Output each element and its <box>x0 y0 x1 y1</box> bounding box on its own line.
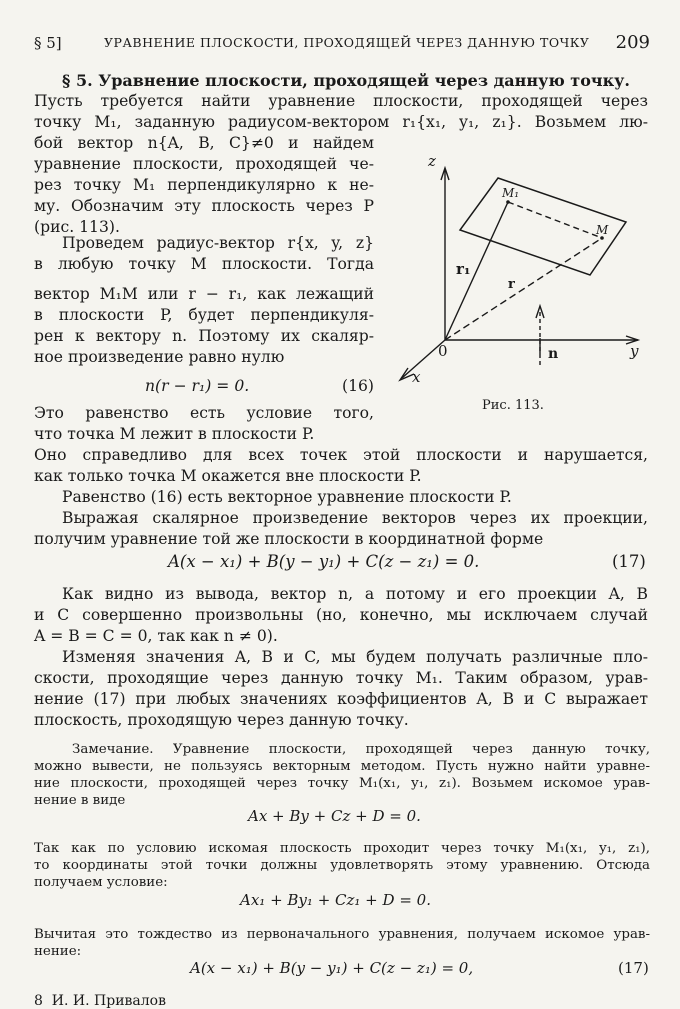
equation-16-number: (16) <box>342 377 375 395</box>
equation-16: n(r − r₁) = 0. <box>145 377 250 395</box>
text-line: и C совершенно произвольны (но, конечно, мы исключаем случай <box>34 606 648 624</box>
page-number: 209 <box>615 32 650 53</box>
text-line: Как видно из вывода, вектор n, а потому и его проекции A, B <box>62 585 648 603</box>
label-y: y <box>630 342 639 360</box>
equation-17-number: (17) <box>612 552 646 571</box>
text-line: бой вектор n{A, B, C}≠0 и найдем <box>34 134 374 152</box>
text-line: что точка M лежит в плоскости P. <box>34 425 315 443</box>
figure-113 <box>390 150 660 390</box>
text-line: Пусть требуется найти уравнение плоскости, проходящей через <box>34 92 648 110</box>
running-header <box>34 34 650 56</box>
text-line: Изменяя значения A, B и C, мы будем получать различные пло- <box>62 648 648 666</box>
text-line: уравнение плоскости, проходящей че- <box>34 155 374 173</box>
label-n: n <box>548 346 559 362</box>
label-m1: M₁ <box>502 186 520 200</box>
label-x: x <box>412 368 421 386</box>
text-line: вектор M₁M или r − r₁, как лежащий <box>34 285 374 303</box>
text-line: нение: <box>34 944 82 959</box>
text-line: точку M₁, заданную радиусом-вектором r₁{x₁, y₁, z₁}. Возьмем лю- <box>34 113 648 131</box>
text-line: Вычитая это тождество из первоначального уравнения, получаем искомое урав- <box>34 927 650 942</box>
text-line: Так как по условию искомая плоскость проходит через точку M₁(x₁, y₁, z₁), <box>34 841 650 856</box>
text-line: A = B = C = 0, так как n ≠ 0). <box>34 627 278 645</box>
text-line: в плоскости P, будет перпендикуля- <box>34 306 374 324</box>
equation-point: Ax₁ + By₁ + Cz₁ + D = 0. <box>240 891 431 909</box>
label-origin: 0 <box>438 342 448 360</box>
header-section: § 5] <box>34 34 62 52</box>
equation-general: Ax + By + Cz + D = 0. <box>248 807 421 825</box>
text-line: Оно справедливо для всех точек этой плоскости и нарушается, <box>34 446 648 464</box>
text-line: в любую точку M плоскости. Тогда <box>34 255 374 273</box>
footer-signature: 8 И. И. Привалов <box>34 993 166 1009</box>
text-line: нение в виде <box>34 793 126 808</box>
label-r1: r₁ <box>456 260 471 278</box>
equation-17b-number: (17) <box>618 959 649 977</box>
section-heading: § 5. Уравнение плоскости, проходящей через данную точку. <box>62 71 630 90</box>
text-line: можно вывести, не пользуясь векторным методом. Пусть нужно найти уравне- <box>34 759 650 774</box>
text-line: плоскость, проходящую через данную точку. <box>34 711 409 729</box>
label-z: z <box>428 152 436 170</box>
text-line: Замечание. Уравнение плоскости, проходящей через данную точку, <box>72 742 650 757</box>
header-title: УРАВНЕНИЕ ПЛОСКОСТИ, ПРОХОДЯЩЕЙ ЧЕРЕЗ ДАННУЮ ТОЧКУ <box>104 35 590 50</box>
paragraph-4: Равенство (16) есть векторное уравнение плоскости P. <box>62 488 512 506</box>
text-line: получим уравнение той же плоскости в координатной форме <box>34 530 544 548</box>
text-line: Выражая скалярное произведение векторов через их проекции, <box>62 509 648 527</box>
vector-m1m <box>508 202 602 238</box>
text-line: то координаты этой точки должны удовлетворять этому уравнению. Отсюда <box>34 858 650 873</box>
equation-17: A(x − x₁) + B(y − y₁) + C(z − z₁) = 0. <box>168 552 480 571</box>
figure-caption: Рис. 113. <box>482 398 544 413</box>
point-m1 <box>506 200 510 204</box>
text-line: скости, проходящие через данную точку M₁. Таким образом, урав- <box>34 669 648 687</box>
text-line: Проведем радиус-вектор r{x, y, z} <box>62 234 374 252</box>
text-line: нение (17) при любых значениях коэффициентов A, B и C выражает <box>34 690 648 708</box>
text-line: (рис. 113). <box>34 218 120 236</box>
text-line: рен к вектору n. Поэтому их скаляр- <box>34 327 374 345</box>
text-line: ное произведение равно нулю <box>34 348 285 366</box>
text-line: му. Обозначим эту плоскость через P <box>34 197 374 215</box>
text-line: ние плоскости, проходящей через точку M₁(x₁, y₁, z₁). Возьмем искомое урав- <box>34 776 650 791</box>
text-line: рез точку M₁ перпендикулярно к не- <box>34 176 374 194</box>
text-line: Это равенство есть условие того, <box>34 404 374 422</box>
equation-17b: A(x − x₁) + B(y − y₁) + C(z − z₁) = 0, <box>190 959 474 977</box>
text-line: получаем условие: <box>34 875 168 890</box>
label-m: M <box>596 223 609 237</box>
text-line: как только точка M окажется вне плоскости P. <box>34 467 422 485</box>
label-r: r <box>508 277 515 292</box>
